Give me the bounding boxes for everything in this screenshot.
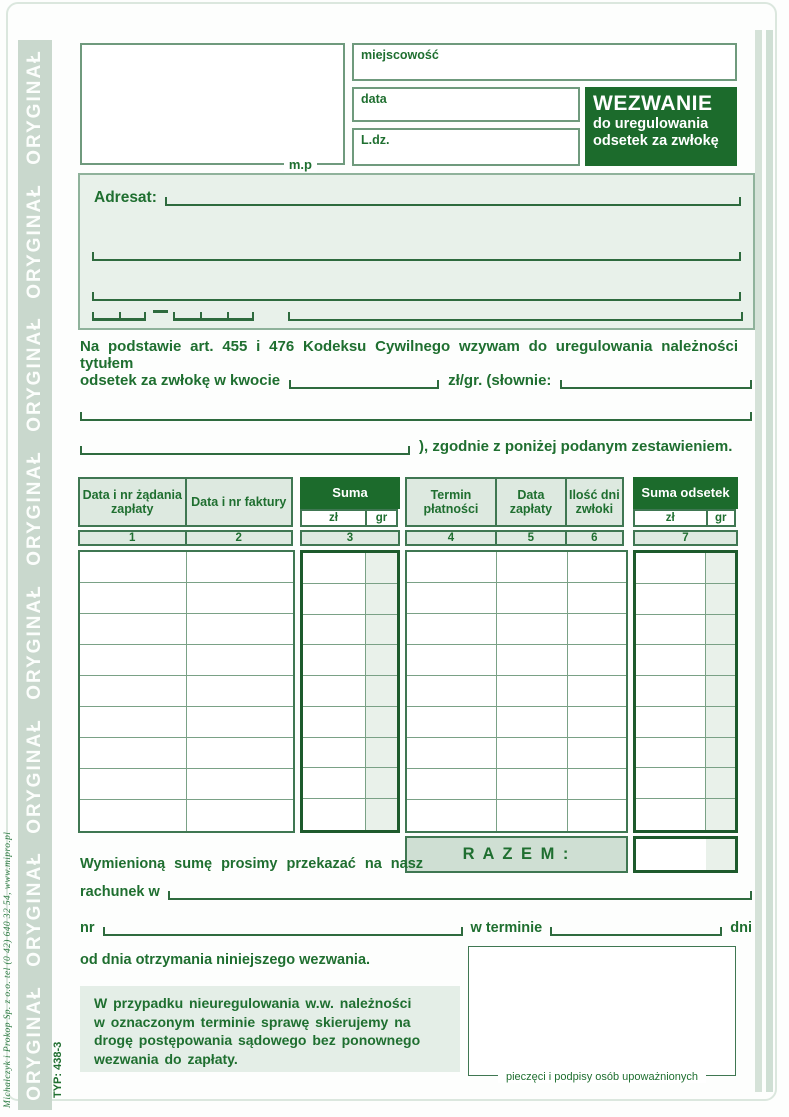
table-cell[interactable] bbox=[303, 615, 366, 646]
intro-amount-row bbox=[80, 372, 752, 389]
table-cell[interactable] bbox=[366, 738, 397, 769]
table-cell[interactable] bbox=[80, 645, 187, 676]
column-number: 7 bbox=[633, 530, 738, 546]
column-header: Data i nr faktury bbox=[185, 477, 294, 527]
number-block bbox=[405, 530, 628, 546]
intro-closing-row bbox=[80, 438, 752, 455]
header-block-suma-odsetek bbox=[633, 477, 738, 527]
original-label: ORYGINAŁ bbox=[24, 182, 46, 299]
table-cell[interactable] bbox=[568, 676, 626, 707]
form-title bbox=[585, 87, 737, 166]
table-cell[interactable] bbox=[80, 707, 187, 738]
number-block bbox=[633, 530, 738, 546]
table-cell[interactable] bbox=[636, 553, 706, 584]
table-cell[interactable] bbox=[80, 738, 187, 769]
column-number: 1 bbox=[78, 530, 187, 546]
table-cell[interactable] bbox=[636, 615, 706, 646]
table-cell[interactable] bbox=[187, 552, 294, 583]
total-gr-tint bbox=[706, 839, 735, 870]
original-watermark bbox=[18, 174, 52, 308]
original-watermark bbox=[18, 40, 52, 174]
table-cell[interactable] bbox=[706, 768, 735, 799]
interest-table bbox=[78, 477, 738, 873]
amount-words-line[interactable] bbox=[560, 380, 752, 389]
sub-header-row bbox=[300, 509, 400, 527]
table-cell[interactable] bbox=[187, 645, 294, 676]
signature-caption: pieczęci i podpisy osób upoważnionych bbox=[498, 1071, 706, 1083]
sender-stamp-box[interactable] bbox=[80, 43, 345, 172]
table-cell[interactable] bbox=[187, 676, 294, 707]
table-cell[interactable] bbox=[80, 769, 187, 800]
term-label: w terminie bbox=[470, 920, 543, 936]
right-edge-stripe bbox=[755, 30, 762, 1092]
table-cell[interactable] bbox=[636, 738, 706, 769]
postal-code-cell[interactable] bbox=[200, 312, 227, 321]
column-number: 6 bbox=[565, 530, 624, 546]
table-cell[interactable] bbox=[366, 584, 397, 615]
account-number-label: nr bbox=[80, 920, 95, 936]
table-cell[interactable] bbox=[80, 552, 187, 583]
table-cell[interactable] bbox=[636, 707, 706, 738]
original-watermark bbox=[18, 709, 52, 843]
table-cell[interactable] bbox=[706, 584, 735, 615]
table-cell[interactable] bbox=[187, 707, 294, 738]
city-line[interactable] bbox=[288, 312, 743, 321]
amount-words-line[interactable] bbox=[80, 412, 752, 421]
table-cell[interactable] bbox=[303, 645, 366, 676]
currency-label: zł/gr. (słownie: bbox=[448, 372, 552, 389]
table-cell[interactable] bbox=[303, 553, 366, 584]
table-cell[interactable] bbox=[407, 614, 497, 645]
original-label: ORYGINAŁ bbox=[24, 584, 46, 700]
table-cell[interactable] bbox=[80, 676, 187, 707]
intro-closing-label: ), zgodnie z poniżej podanym zestawieniem. bbox=[419, 438, 733, 455]
table-cell[interactable] bbox=[407, 738, 497, 769]
table-cell[interactable] bbox=[497, 645, 568, 676]
warning-line: W przypadku nieuregulowania w.w. należności bbox=[94, 995, 412, 1011]
reference-number-label: L.dz. bbox=[361, 133, 390, 147]
table-cell[interactable] bbox=[407, 676, 497, 707]
table-cell[interactable] bbox=[187, 614, 294, 645]
payment-line4: od dnia otrzymania niniejszego wezwania. bbox=[80, 952, 371, 968]
original-watermark bbox=[18, 976, 52, 1110]
days-label: dni bbox=[730, 920, 752, 936]
table-cell[interactable] bbox=[303, 768, 366, 799]
table-cell[interactable] bbox=[366, 645, 397, 676]
place-field[interactable] bbox=[352, 43, 737, 81]
table-cell[interactable] bbox=[497, 614, 568, 645]
table-cell[interactable] bbox=[407, 800, 497, 831]
table-cell[interactable] bbox=[636, 799, 706, 830]
table-cell[interactable] bbox=[187, 738, 294, 769]
warning-line: wezwania do zapłaty. bbox=[94, 1050, 238, 1067]
form-type-code: TYP: 438-3 bbox=[52, 1041, 64, 1098]
table-cell[interactable] bbox=[568, 552, 626, 583]
original-label: ORYGINAŁ bbox=[24, 985, 46, 1101]
original-label: ORYGINAŁ bbox=[24, 717, 46, 834]
bank-name-line[interactable] bbox=[168, 891, 752, 900]
signature-stamp-box[interactable] bbox=[468, 946, 736, 1083]
original-watermark bbox=[18, 575, 52, 709]
number-block bbox=[78, 530, 295, 546]
publisher-imprint: Michalczyk i Prokop Sp. z o.o. tel (0 42) 640 32 54, www.mipro.pl bbox=[3, 831, 13, 1108]
column-header: Suma odsetek bbox=[633, 477, 738, 509]
warning-line: drogę postępowania sądowego bez ponownego bbox=[94, 1032, 421, 1049]
table-cell[interactable] bbox=[497, 800, 568, 831]
original-watermark bbox=[18, 843, 52, 977]
reference-number-field[interactable] bbox=[352, 128, 580, 166]
original-watermark bbox=[18, 308, 52, 442]
table-cell[interactable] bbox=[497, 769, 568, 800]
table-cell[interactable] bbox=[636, 768, 706, 799]
addressee-panel bbox=[78, 173, 755, 330]
payment-line1: Wymienioną sumę prosimy przekazać na nasz bbox=[80, 856, 424, 872]
table-cell[interactable] bbox=[187, 769, 294, 800]
postal-code-cell[interactable] bbox=[227, 312, 254, 321]
table-header-row bbox=[78, 477, 738, 527]
column-number: 2 bbox=[185, 530, 294, 546]
table-cell[interactable] bbox=[636, 645, 706, 676]
table-cell[interactable] bbox=[706, 553, 735, 584]
original-watermark-band bbox=[18, 40, 52, 1110]
column-number: 3 bbox=[300, 530, 400, 546]
column-header: Suma bbox=[300, 477, 400, 509]
addressee-label: Adresat: bbox=[94, 189, 157, 206]
header-block-suma bbox=[300, 477, 400, 527]
table-cell[interactable] bbox=[706, 738, 735, 769]
addressee-line[interactable] bbox=[92, 292, 741, 301]
table-cell[interactable] bbox=[568, 769, 626, 800]
table-cell[interactable] bbox=[497, 707, 568, 738]
total-label: R A Z E M : bbox=[405, 836, 628, 873]
table-cell[interactable] bbox=[706, 645, 735, 676]
form-title-line: do uregulowania bbox=[593, 115, 709, 132]
form-title-line: odsetek za zwłokę bbox=[593, 132, 719, 149]
table-cell[interactable] bbox=[80, 800, 187, 831]
table-cell[interactable] bbox=[706, 707, 735, 738]
table-cell[interactable] bbox=[303, 707, 366, 738]
warning-note bbox=[80, 986, 460, 1072]
header-block bbox=[78, 477, 295, 527]
table-cell[interactable] bbox=[366, 615, 397, 646]
warning-line: w oznaczonym terminie sprawę skierujemy na bbox=[94, 1013, 411, 1030]
table-cell[interactable] bbox=[706, 676, 735, 707]
table-cell[interactable] bbox=[187, 583, 294, 614]
table-cell[interactable] bbox=[407, 645, 497, 676]
date-label: data bbox=[361, 92, 387, 106]
table-cell[interactable] bbox=[636, 584, 706, 615]
original-label: ORYGINAŁ bbox=[24, 450, 46, 566]
table-cell[interactable] bbox=[187, 800, 294, 831]
total-amount-box[interactable] bbox=[633, 836, 738, 873]
column-number: 5 bbox=[495, 530, 567, 546]
postal-code-cell[interactable] bbox=[173, 312, 200, 321]
table-cell[interactable] bbox=[568, 583, 626, 614]
postal-code-cells[interactable] bbox=[92, 312, 146, 321]
payment-number-row bbox=[80, 920, 752, 936]
column-header: Ilość dni zwłoki bbox=[565, 477, 624, 527]
postal-code-cell[interactable] bbox=[92, 312, 119, 321]
table-cell[interactable] bbox=[706, 615, 735, 646]
number-block bbox=[300, 530, 400, 546]
table-cell[interactable] bbox=[568, 707, 626, 738]
original-label: ORYGINAŁ bbox=[24, 316, 46, 433]
table-cell[interactable] bbox=[568, 614, 626, 645]
table-body-block bbox=[78, 550, 295, 833]
table-cell[interactable] bbox=[303, 738, 366, 769]
table-cell[interactable] bbox=[497, 676, 568, 707]
postal-code-row bbox=[92, 310, 743, 321]
postal-code-cell[interactable] bbox=[119, 312, 146, 321]
table-cell[interactable] bbox=[706, 799, 735, 830]
table-cell[interactable] bbox=[80, 583, 187, 614]
place-label: miejscowość bbox=[361, 48, 439, 62]
postal-code-dash bbox=[153, 310, 168, 313]
column-header: Termin płatności bbox=[405, 477, 497, 527]
addressee-line[interactable] bbox=[165, 197, 741, 206]
table-cell[interactable] bbox=[366, 553, 397, 584]
table-body-block-suma bbox=[300, 550, 400, 833]
table-cell[interactable] bbox=[366, 768, 397, 799]
table-cell[interactable] bbox=[497, 583, 568, 614]
date-field[interactable] bbox=[352, 87, 580, 122]
table-cell[interactable] bbox=[407, 707, 497, 738]
column-header: Data zapłaty bbox=[495, 477, 567, 527]
table-cell[interactable] bbox=[80, 614, 187, 645]
sub-header-zl: zł bbox=[300, 509, 367, 527]
stamp-abbrev-label: m.p bbox=[284, 157, 317, 172]
column-number: 4 bbox=[405, 530, 497, 546]
table-cell[interactable] bbox=[497, 738, 568, 769]
original-watermark bbox=[18, 441, 52, 575]
column-header: Data i nr żądania zapłaty bbox=[78, 477, 187, 527]
table-cell[interactable] bbox=[568, 800, 626, 831]
postal-code-cells[interactable] bbox=[173, 312, 254, 321]
table-cell[interactable] bbox=[366, 676, 397, 707]
table-cell[interactable] bbox=[366, 707, 397, 738]
form-title-line: WEZWANIE bbox=[593, 92, 713, 115]
table-cell[interactable] bbox=[303, 799, 366, 830]
table-body-block bbox=[405, 550, 628, 833]
table-cell[interactable] bbox=[407, 583, 497, 614]
original-label: ORYGINAŁ bbox=[24, 49, 46, 165]
payment-account-row bbox=[80, 884, 752, 900]
amount-line[interactable] bbox=[289, 380, 439, 389]
original-label: ORYGINAŁ bbox=[24, 851, 46, 968]
table-cell[interactable] bbox=[407, 552, 497, 583]
sub-header-zl: zł bbox=[633, 509, 708, 527]
intro-words-row bbox=[80, 412, 752, 421]
amount-label: odsetek za zwłokę w kwocie bbox=[80, 372, 281, 389]
intro-line: Na podstawie art. 455 i 476 Kodeksu Cywilnego wzywam do uregulowania należności tytułem bbox=[80, 338, 738, 372]
table-cell[interactable] bbox=[636, 676, 706, 707]
sub-header-gr: gr bbox=[706, 509, 736, 527]
sub-header-row bbox=[633, 509, 738, 527]
table-cell[interactable] bbox=[303, 584, 366, 615]
term-days-line[interactable] bbox=[550, 927, 722, 936]
amount-words-line[interactable] bbox=[80, 446, 410, 455]
table-body-row bbox=[78, 550, 738, 833]
account-label: rachunek w bbox=[80, 884, 160, 900]
table-cell[interactable] bbox=[303, 676, 366, 707]
header-block bbox=[405, 477, 628, 527]
account-number-line[interactable] bbox=[103, 927, 463, 936]
addressee-line[interactable] bbox=[92, 252, 741, 261]
sub-header-gr: gr bbox=[365, 509, 398, 527]
table-number-row bbox=[78, 530, 738, 546]
table-cell[interactable] bbox=[568, 645, 626, 676]
table-cell[interactable] bbox=[568, 738, 626, 769]
addressee-row bbox=[94, 189, 741, 206]
table-body-block-suma-odsetek bbox=[633, 550, 738, 833]
table-cell[interactable] bbox=[497, 552, 568, 583]
table-cell[interactable] bbox=[407, 769, 497, 800]
right-edge-stripe bbox=[766, 30, 773, 1092]
table-cell[interactable] bbox=[366, 799, 397, 830]
